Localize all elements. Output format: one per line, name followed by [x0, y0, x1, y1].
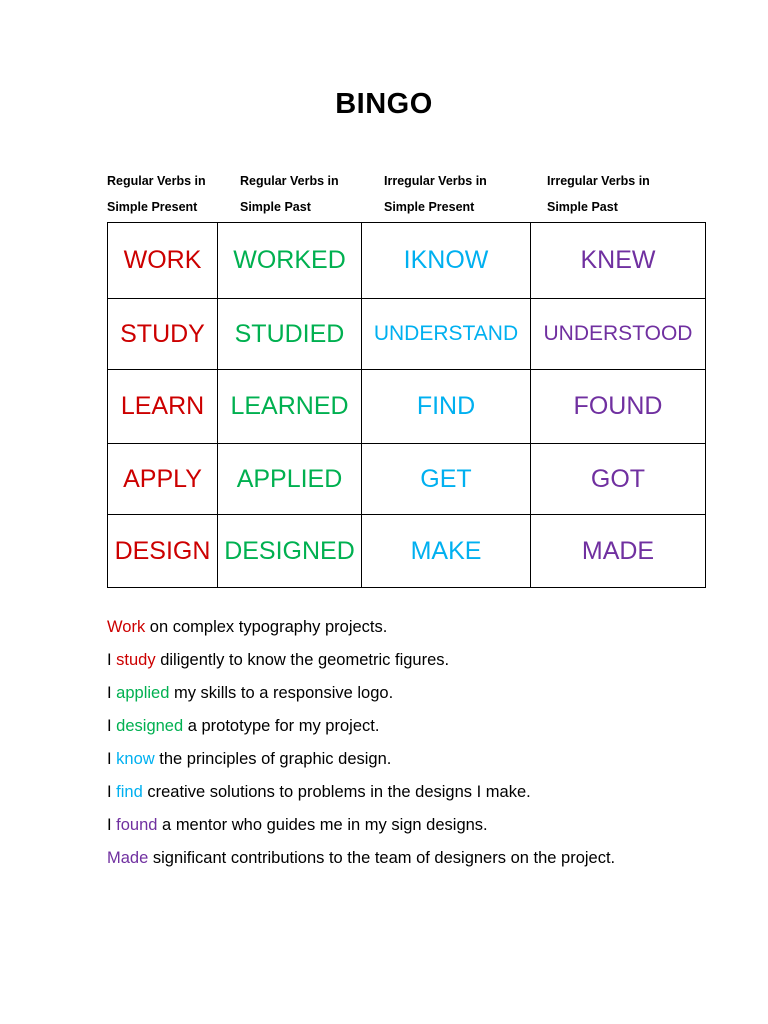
sentence-prefix: I — [107, 816, 117, 834]
grid-row — [108, 370, 706, 444]
sentence — [107, 814, 727, 847]
example-sentences — [107, 616, 727, 880]
grid-cell-regular-past: WORKED — [218, 223, 362, 299]
sentence-rest: the principles of graphic design. — [154, 750, 392, 768]
sentence-verb: Work — [107, 618, 146, 636]
column-header-line: Simple Past — [240, 200, 311, 214]
sentence — [107, 847, 727, 880]
column-header-irregular-past — [547, 168, 650, 220]
grid-cell-regular-present: APPLY — [108, 444, 218, 515]
grid-cell-irregular-present: FIND — [362, 370, 531, 444]
grid-cell-regular-past: STUDIED — [218, 299, 362, 370]
sentence-rest: my skills to a responsive logo. — [169, 684, 394, 702]
sentence — [107, 748, 727, 781]
sentence-rest: a prototype for my project. — [183, 717, 380, 735]
grid-row — [108, 299, 706, 370]
grid-cell-regular-past: APPLIED — [218, 444, 362, 515]
grid-cell-irregular-present: MAKE — [362, 515, 531, 588]
column-header-line: Simple Present — [107, 200, 198, 214]
grid-row — [108, 515, 706, 588]
grid-cell-regular-present: DESIGN — [108, 515, 218, 588]
grid-cell-regular-past: LEARNED — [218, 370, 362, 444]
sentence-verb: designed — [116, 717, 184, 735]
column-header-line: Irregular Verbs in — [547, 174, 650, 188]
sentence-rest: on complex typography projects. — [145, 618, 388, 636]
sentence-rest: a mentor who guides me in my sign designs. — [157, 816, 488, 834]
grid-cell-irregular-past: FOUND — [531, 370, 706, 444]
grid-cell-irregular-past: MADE — [531, 515, 706, 588]
grid-cell-irregular-past: GOT — [531, 444, 706, 515]
grid-row — [108, 223, 706, 299]
sentence-verb: know — [116, 750, 155, 768]
grid-cell-irregular-present: UNDERSTAND — [362, 299, 531, 370]
column-header-regular-past — [240, 168, 339, 220]
column-header-regular-present — [107, 168, 206, 220]
sentence-verb: find — [116, 783, 143, 801]
sentence-prefix: I — [107, 750, 117, 768]
grid-cell-regular-present: LEARN — [108, 370, 218, 444]
sentence-rest: diligently to know the geometric figures. — [155, 651, 450, 669]
sentence-prefix: I — [107, 651, 117, 669]
sentence — [107, 781, 727, 814]
grid-cell-irregular-present: GET — [362, 444, 531, 515]
sentence-rest: creative solutions to problems in the designs I make. — [142, 783, 531, 801]
sentence-prefix: I — [107, 684, 117, 702]
column-header-line: Simple Past — [547, 200, 618, 214]
grid-cell-regular-past: DESIGNED — [218, 515, 362, 588]
sentence — [107, 715, 727, 748]
column-header-line: Irregular Verbs in — [384, 174, 487, 188]
grid-cell-irregular-present: IKNOW — [362, 223, 531, 299]
sentence-verb: applied — [116, 684, 170, 702]
grid-cell-irregular-past: UNDERSTOOD — [531, 299, 706, 370]
sentence-verb: study — [116, 651, 156, 669]
grid-cell-irregular-past: KNEW — [531, 223, 706, 299]
sentence-prefix: I — [107, 783, 117, 801]
sentence-rest: significant contributions to the team of designers on the project. — [148, 849, 616, 867]
column-header-line: Regular Verbs in — [107, 174, 206, 188]
sentence — [107, 682, 727, 715]
grid-cell-regular-present: STUDY — [108, 299, 218, 370]
sentence-verb: Made — [107, 849, 149, 867]
grid-cell-regular-present: WORK — [108, 223, 218, 299]
column-header-line: Regular Verbs in — [240, 174, 339, 188]
sentence — [107, 649, 727, 682]
column-header-irregular-present — [384, 168, 487, 220]
column-header-line: Simple Present — [384, 200, 475, 214]
sentence-verb: found — [116, 816, 158, 834]
bingo-grid — [107, 222, 706, 588]
grid-row — [108, 444, 706, 515]
page-title: BINGO — [335, 88, 433, 120]
sentence-prefix: I — [107, 717, 117, 735]
sentence — [107, 616, 727, 649]
